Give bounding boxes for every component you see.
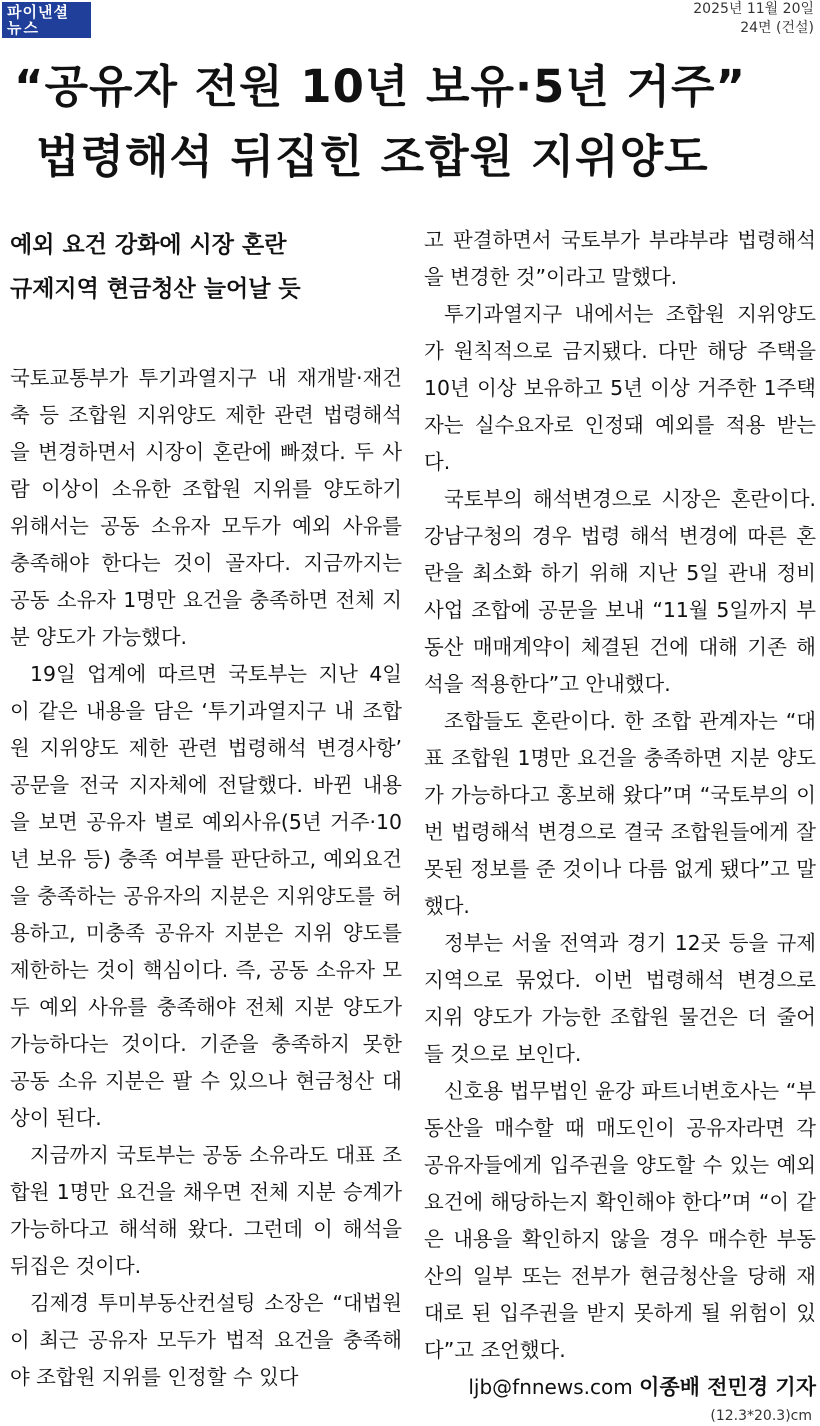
paragraph: 신호용 법무법인 윤강 파트너변호사는 “부동산을 매수할 때 매도인이 공유자라면 각 공유자들에게 입주권을 양도할 수 있는 예외요건에 해당하는지 확인해야 한다”며 “이 같은 내용을 확인하지 않을 경우 매수한 부동산의 일부 또는 전부가 현금청산을 당해 재대로 된 입주권을 받지 못하게 될 위험이 있다”고 조언했다. (424, 1079, 816, 1362)
subheadline-line2: 규제지역 현금청산 늘어날 듯 (10, 276, 301, 302)
paragraph: 고 판결하면서 국토부가 부랴부랴 법령해석을 변경한 것”이라고 말했다. (424, 228, 816, 289)
reporter-email: ljb@fnnews.com (468, 1375, 633, 1399)
clipping-size: (12.3*20.3)cm (710, 1408, 812, 1424)
reporter-names: 이종배 전민경 기자 (639, 1375, 816, 1399)
article-column-left (10, 222, 402, 1396)
paragraph: 김제경 투미부동산컨설팅 소장은 “대법원이 최근 공유자 모두가 법적 요건을 충족해야 조합원 지위를 인정할 수 있다 (10, 1291, 402, 1389)
subheadline-line1: 예외 요건 강화에 시장 혼란 (10, 232, 287, 258)
article-column-right (424, 222, 816, 1406)
newspaper-logo (2, 2, 91, 38)
paragraph: 국토교통부가 투기과열지구 내 재개발·재건축 등 조합원 지위양도 제한 관련 법령해석을 변경하면서 시장이 혼란에 빠졌다. 두 사람 이상이 소유한 조합원 지위를 양도하기 위해서는 공동 소유자 모두가 예외 사유를 충족해야 한다는 것이 골자다. 지금까지는 공동 소유자 1명만 요건을 충족하면 전체 지분 양도가 가능했다. (10, 366, 402, 649)
byline (424, 1369, 816, 1406)
issue-meta (693, 0, 814, 38)
page-section: 24면 (건설) (740, 20, 814, 36)
paragraph: 정부는 서울 전역과 경기 12곳 등을 규제지역으로 묶었다. 이번 법령해석 변경으로 지위 양도가 가능한 조합원 물건은 더 줄어들 것으로 보인다. (424, 931, 816, 1066)
headline-line1: “공유자 전원 10년 보유·5년 거주” (14, 60, 747, 113)
issue-date: 2025년 11월 20일 (693, 1, 814, 17)
paragraph: 조합들도 혼란이다. 한 조합 관계자는 “대표 조합원 1명만 요건을 충족하면 지분 양도가 가능하다고 홍보해 왔다”며 “국토부의 이번 법령해석 변경으로 결국 조합원들에게 잘못된 정보를 준 것이나 다름 없게 됐다”고 말했다. (424, 709, 816, 918)
logo-line1: 파이낸셜 (7, 3, 69, 21)
paragraph: 지금까지 국토부는 공동 소유라도 대표 조합원 1명만 요건을 채우면 전체 지분 승계가 가능하다고 해석해 왔다. 그런데 이 해석을 뒤집은 것이다. (10, 1143, 402, 1278)
paragraph: 국토부의 해석변경으로 시장은 혼란이다. 강남구청의 경우 법령 해석 변경에 따른 혼란을 최소화 하기 위해 지난 5일 관내 정비사업 조합에 공문을 보내 “11월 5일까지 부동산 매매계약이 체결된 건에 대해 기존 해석을 적용한다”고 안내했다. (424, 487, 816, 696)
headline-line2: 법령해석 뒤집힌 조합원 지위양도 (36, 130, 709, 183)
paragraph: 19일 업계에 따르면 국토부는 지난 4일 이 같은 내용을 담은 ‘투기과열지구 내 조합원 지위양도 제한 관련 법령해석 변경사항’ 공문을 전국 지자체에 전달했다. 바뀐 내용을 보면 공유자 별로 예외사유(5년 거주·10년 보유 등) 충족 여부를 판단하고, 예외요건을 충족하는 공유자의 지분은 지위양도를 허용하고, 미충족 공유자 지분은 지위 양도를 제한하는 것이 핵심이다. 즉, 공동 소유자 모두 예외 사유를 충족해야 전체 지분 양도가 가능하다는 것이다. 기준을 충족하지 못한 공동 소유 지분은 팔 수 있으나 현금청산 대상이 된다. (10, 662, 402, 1130)
logo-line2: 뉴스 (7, 19, 40, 37)
paragraph: 투기과열지구 내에서는 조합원 지위양도가 원칙적으로 금지됐다. 다만 해당 주택을 10년 이상 보유하고 5년 이상 거주한 1주택자는 실수요자로 인정돼 예외를 적용 받는다. (424, 302, 816, 474)
